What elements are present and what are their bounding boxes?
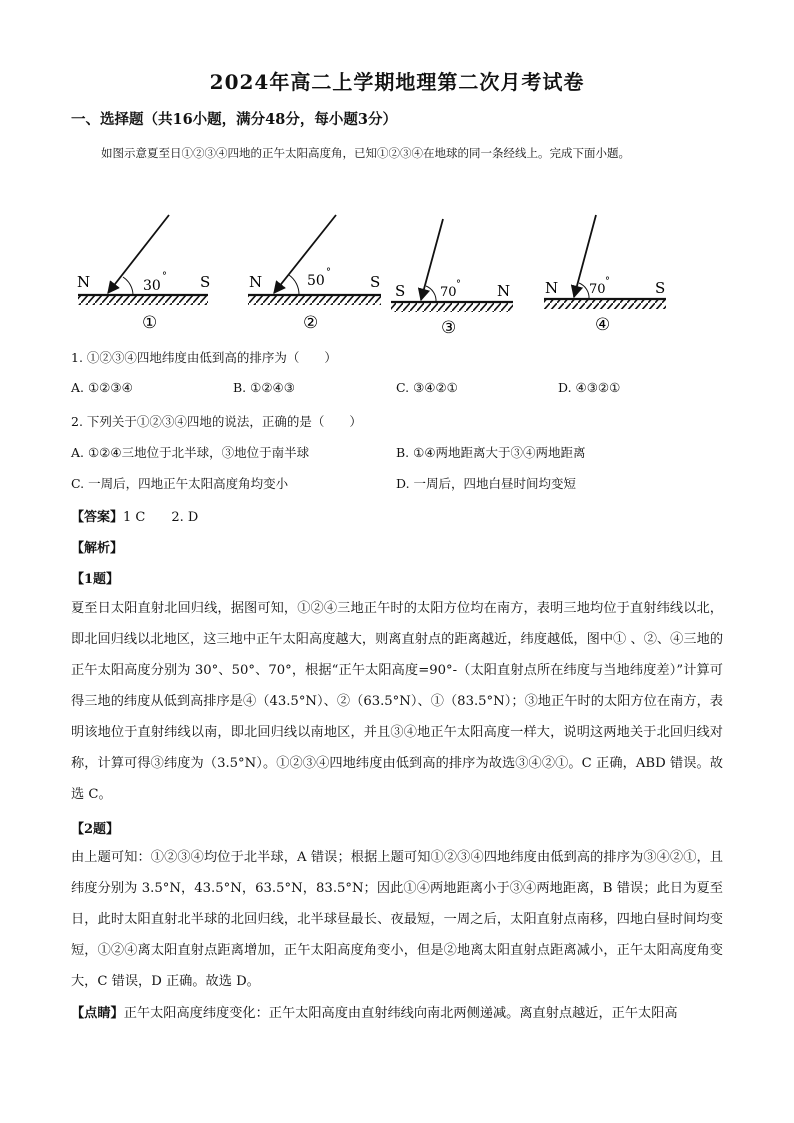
angle-value: 70 <box>589 282 606 297</box>
figure-1 <box>77 215 210 333</box>
direction-label-left: N <box>77 273 91 291</box>
tip-label: 【点睛】 <box>71 1006 124 1021</box>
question-1-stem: 1. ①②③④四地纬度由低到高的排序为（ ） <box>71 350 337 365</box>
figure-number: ③ <box>441 318 457 338</box>
question-2-option-a: A. ①②④三地位于北半球，③地位于南半球 <box>71 445 310 460</box>
ground-hatch <box>544 299 666 309</box>
direction-label-right: S <box>200 273 211 291</box>
figure-number: ① <box>142 313 158 333</box>
figure-4 <box>544 215 666 335</box>
degree-mark: ° <box>456 279 461 290</box>
answer-text: 1 C 2. D <box>123 510 199 525</box>
direction-label-left: N <box>249 273 263 291</box>
ground-hatch <box>391 302 513 312</box>
page-title: 2024年高二上学期地理第二次月考试卷 <box>209 70 585 94</box>
angle-value: 70 <box>440 285 457 300</box>
q2-explanation: 由上题可知：①②③④均位于北半球，A 错误；根据上题可知①②③④四地纬度由低到高的排序为③④②①，且纬度分别为 3.5°N，43.5°N，63.5°N，83.5°N；因此①④两地距离小于③④两地距离，B 错误；此日为夏至日，此时太阳直射北半球的北回归线，北半球昼最长、夜最短，一周之后，太阳直射点南移，四地白昼时间均变短，①②④离太阳直射点距离增加，正午太阳高度角变小，但是②地离太阳直射点距离减小，正午太阳高度角变大，C 错误，D 正确。故选 D。 <box>71 850 723 989</box>
q1-explanation: 夏至日太阳直射北回归线，据图可知，①②④三地正午时的太阳方位均在南方，表明三地均位于直射纬线以北，即北回归线以北地区，这三地中正午太阳高度越大，则离直射点的距离越近，纬度越低，图中① 、②、④三地的正午太阳高度分别为 30°、50°、70°，根据“正午太阳高度=90°-（太阳直射点所在纬度与当地纬度差）”计算可得三地的纬度从低到高排序是④（43.5°N）、②（63.5°N）、①（83.5°N）；③地正午时的太阳方位在南方，表明该地位于直射纬线以南，即北回归线以南地区，并且③④地正午太阳高度一样大，说明这两地关于北回归线对称，计算可得③纬度为（3.5°N）。①②③④四地纬度由低到高的排序为故选③④②①。C 正确，ABD 错误。故选 C。 <box>71 601 723 802</box>
direction-label-right: N <box>497 282 511 300</box>
tip-row <box>71 998 723 1029</box>
figure-number: ④ <box>595 315 611 335</box>
figure-2 <box>248 215 381 333</box>
question-1-option-c: C. ③④②① <box>396 380 458 395</box>
question-1-option-b: B. ①②④③ <box>233 380 295 395</box>
direction-label-left: S <box>395 282 406 300</box>
degree-mark: ° <box>162 271 167 282</box>
ground-hatch <box>78 295 208 305</box>
degree-mark: ° <box>605 276 610 287</box>
direction-label-right: S <box>370 273 381 291</box>
degree-mark: ° <box>326 267 331 278</box>
question-1-option-a: A. ①②③④ <box>71 380 133 395</box>
sun-ray-arrow <box>274 215 336 293</box>
question-2-option-b: B. ①④两地距离大于③④两地距离 <box>396 445 586 460</box>
section-heading: 一、选择题（共16小题，满分48分，每小题3分） <box>71 111 397 128</box>
direction-label-left: N <box>545 279 559 297</box>
tip-text: 正午太阳高度纬度变化：正午太阳高度由直射纬线向南北两侧递减。离直射点越近，正午太阳高 <box>123 1006 678 1021</box>
answer-label: 【答案】 <box>71 510 124 525</box>
answer-row <box>71 506 198 525</box>
sun-angle-figures <box>60 207 740 342</box>
figure-number: ② <box>303 313 319 333</box>
angle-value: 30 <box>143 278 161 294</box>
question-1-option-d: D. ④③②① <box>558 380 621 395</box>
question-2-stem: 2. 下列关于①②③④四地的说法，正确的是（ ） <box>71 414 362 429</box>
angle-value: 50 <box>307 273 325 289</box>
analysis-label: 【解析】 <box>71 541 124 556</box>
q2-explanation-label: 【2题】 <box>71 822 120 837</box>
question-2-option-c: C. 一周后，四地正午太阳高度角均变小 <box>71 476 289 491</box>
ground-hatch <box>248 295 381 305</box>
question-intro: 如图示意夏至日①②③④四地的正午太阳高度角，已知①②③④在地球的同一条经线上。完成下面小题。 <box>101 146 630 160</box>
question-2-option-d: D. 一周后，四地白昼时间均变短 <box>396 476 577 491</box>
q1-explanation-label: 【1题】 <box>71 572 120 587</box>
direction-label-right: S <box>655 279 666 297</box>
figure-3 <box>391 219 513 338</box>
